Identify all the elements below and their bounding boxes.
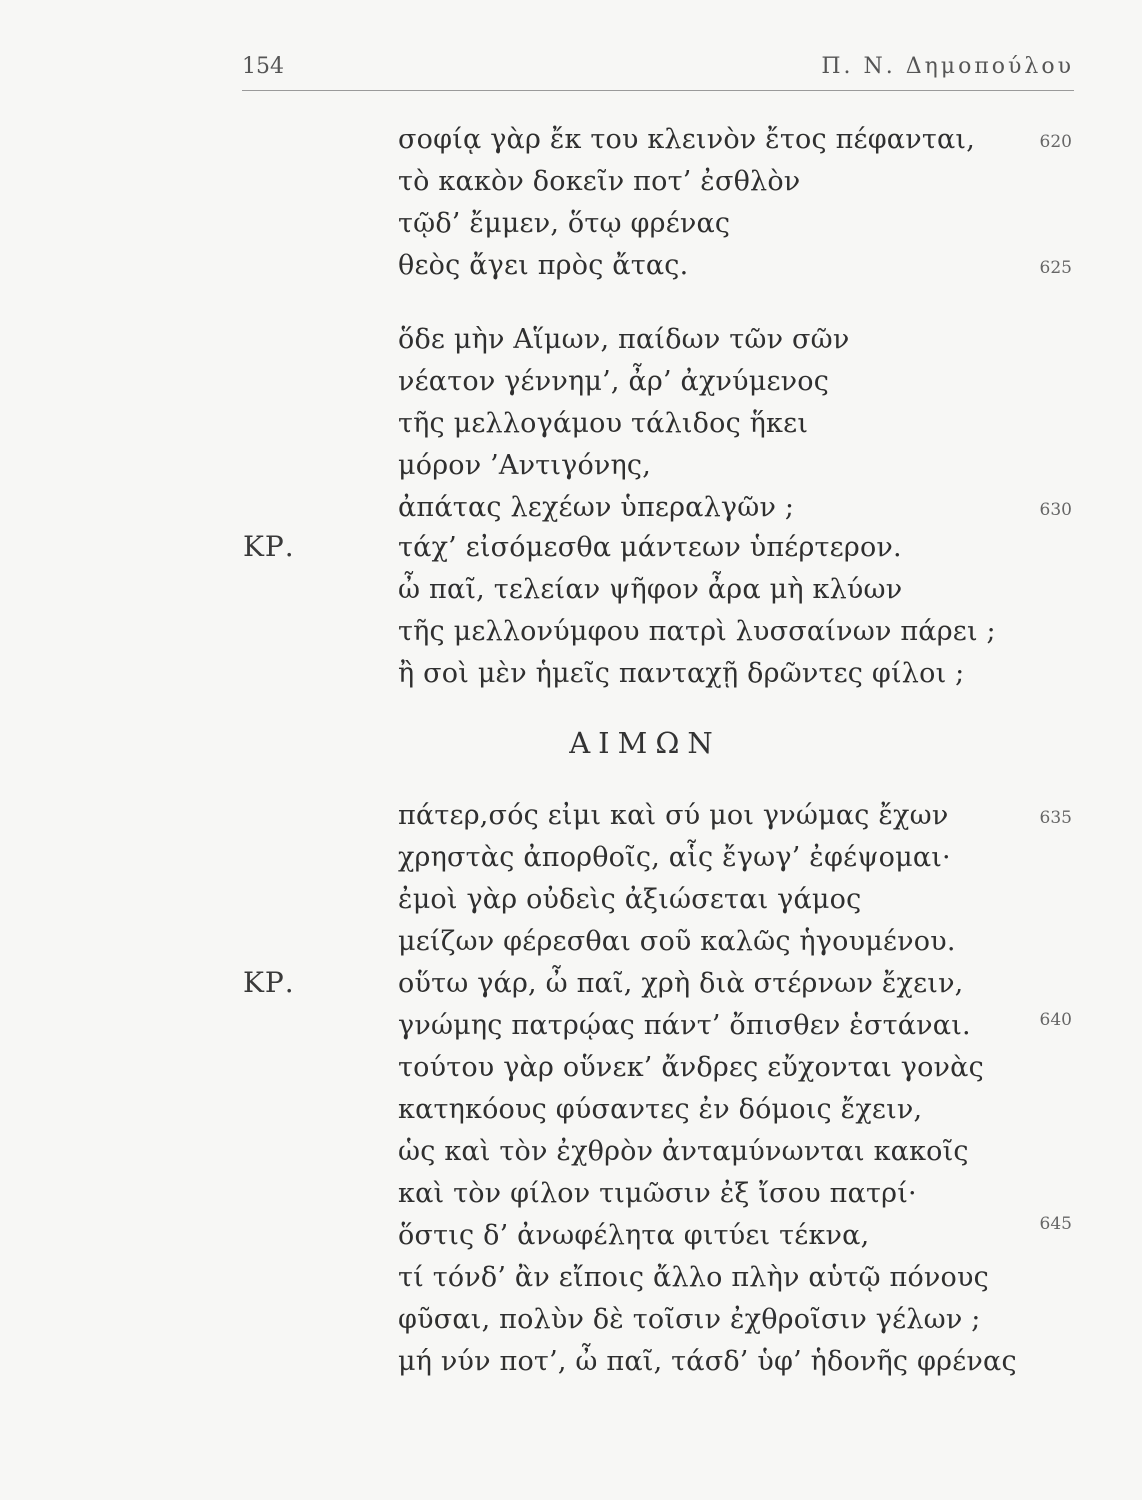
verse-line: ἐμοὶ γὰρ οὐδεὶς ἀξιώσεται γάμος [398, 884, 862, 915]
verse-line: ὅδε μὴν Αἵμων, παίδων τῶν σῶν [398, 324, 850, 355]
running-title: Π. Ν. Δημοπούλου [821, 54, 1074, 79]
character-heading: ΑΙΜΩΝ [569, 726, 721, 760]
verse-line: ἀπάτας λεχέων ὑπεραλγῶν ; [398, 492, 795, 523]
verse-line: μή νύν ποτ’, ὦ παῖ, τάσδ’ ὑφ’ ἡδονῆς φρένας [398, 1346, 1017, 1377]
verse-line: μόρον ’Αντιγόνης, [398, 450, 652, 481]
verse-line: θεὸς ἄγει πρὸς ἄτας. [398, 250, 689, 281]
line-number: 620 [1039, 132, 1072, 152]
verse-line: γνώμης πατρῴας πάντ’ ὄπισθεν ἑστάναι. [398, 1010, 971, 1041]
verse-line: τάχ’ εἰσόμεσθα μάντεων ὑπέρτερον. [398, 532, 902, 563]
verse-line: ὅστις δ’ ἀνωφέλητα φιτύει τέκνα, [398, 1220, 870, 1251]
verse-line: φῦσαι, πολὺν δὲ τοῖσιν ἐχθροῖσιν γέλων ; [398, 1304, 981, 1335]
line-number: 640 [1039, 1010, 1072, 1030]
verse-line: οὕτω γάρ, ὦ παῖ, χρὴ διὰ στέρνων ἔχειν, [398, 968, 964, 999]
verse-line: τῆς μελλογάμου τάλιδος ἥκει [398, 408, 809, 439]
verse-line: σοφίᾳ γὰρ ἔκ του κλεινὸν ἔτος πέφανται, [398, 124, 975, 155]
line-number: 625 [1039, 258, 1072, 278]
line-number: 645 [1039, 1214, 1072, 1234]
verse-line: τὸ κακὸν δοκεῖν ποτ’ ἐσθλὸν [398, 166, 801, 197]
speaker-label: ΚΡ. [243, 966, 295, 999]
verse-line: κατηκόους φύσαντες ἐν δόμοις ἔχειν, [398, 1094, 923, 1125]
verse-line: τῷδ’ ἔμμεν, ὅτῳ φρένας [398, 208, 731, 239]
verse-line: τί τόνδ’ ἂν εἴποις ἄλλο πλὴν αὑτῷ πόνους [398, 1262, 989, 1293]
verse-line: καὶ τὸν φίλον τιμῶσιν ἐξ ἴσου πατρί· [398, 1178, 917, 1209]
line-number: 630 [1039, 500, 1072, 520]
verse-line: πάτερ,σός εἰμι καὶ σύ μοι γνώμας ἔχων [398, 800, 949, 831]
verse-line: νέατον γέννημ’, ἆρ’ ἀχνύμενος [398, 366, 830, 397]
verse-line: χρηστὰς ἀπορθοῖς, αἷς ἔγωγ’ ἐφέψομαι· [398, 842, 951, 873]
verse-line: ὦ παῖ, τελείαν ψῆφον ἆρα μὴ κλύων [398, 574, 903, 605]
page-header [242, 50, 1074, 91]
verse-line: τῆς μελλονύμφου πατρὶ λυσσαίνων πάρει ; [398, 616, 996, 647]
verse-line: τούτου γὰρ οὕνεκ’ ἄνδρες εὔχονται γονὰς [398, 1052, 984, 1083]
line-number: 635 [1039, 808, 1072, 828]
speaker-label: ΚΡ. [243, 530, 295, 563]
verse-line: ἢ σοὶ μὲν ἡμεῖς πανταχῇ δρῶντες φίλοι ; [398, 658, 965, 689]
verse-line: ὡς καὶ τὸν ἐχθρὸν ἀνταμύνωνται κακοῖς [398, 1136, 969, 1167]
page-number: 154 [242, 54, 284, 79]
verse-line: μείζων φέρεσθαι σοῦ καλῶς ἡγουμένου. [398, 926, 956, 957]
